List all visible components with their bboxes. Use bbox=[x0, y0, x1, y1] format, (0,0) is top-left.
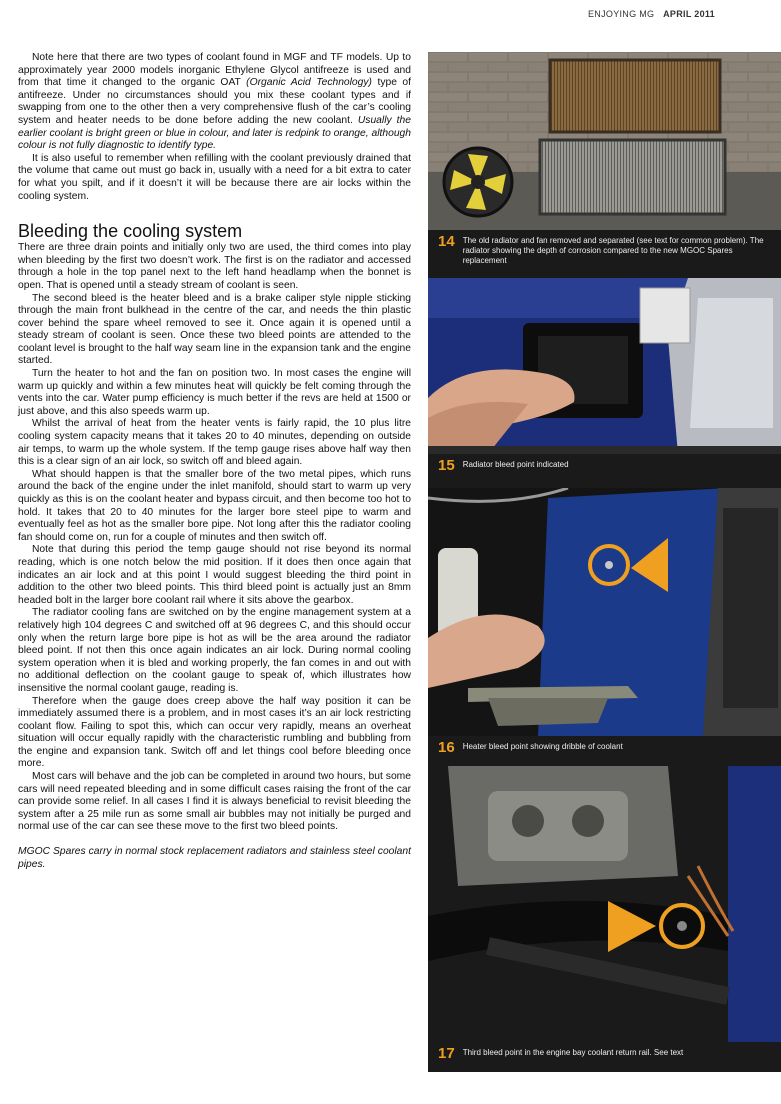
radiator-photo bbox=[428, 52, 781, 230]
body-paragraph: Turn the heater to hot and the fan on position two. In most cases the engine will warm up quickly and within a few minutes heat will quickly be felt coming through the vents into the car. Water pump efficiency is much better if the revs are held at 1500 or just above, and this also speeds warm up. bbox=[18, 368, 411, 417]
body-paragraph: Therefore when the gauge does creep above the half way position it can be immediately assumed there is a problem, and in most cases it’s an air lock restricting coolant flow. Failing to spot this, which can occur very rapidly, means an overheat situation will occur equally rapidly with the characteristic rumbling and bubbling from the engine and expansion tank. Switch off and let things cool before bleeding once more. bbox=[18, 695, 411, 770]
intro-paragraph-2: It is also useful to remember when refilling with the coolant previously drained that the volume that came out must go back in, usually with a need for a bit extra to cater for what you spilt, and if it doesn’t it will be because there are air locks within the cooling system. bbox=[18, 152, 411, 202]
photo-caption: Heater bleed point showing dribble of coolant bbox=[462, 742, 623, 751]
footnote: MGOC Spares carry in normal stock replacement radiators and stainless steel coolant pipes. bbox=[18, 846, 411, 870]
photo-number: 14 bbox=[438, 233, 455, 250]
photo-number: 16 bbox=[438, 739, 455, 756]
radiator-illustration bbox=[428, 52, 781, 230]
photo-column bbox=[428, 52, 781, 1072]
article-body bbox=[18, 52, 411, 871]
caption-17 bbox=[428, 1042, 781, 1072]
photo-caption: The old radiator and fan removed and separated (see text for common problem). The radiator showing the depth of corrosion compared to the new MGOC Spares replacement bbox=[462, 236, 764, 265]
magazine-name: ENJOYING MG bbox=[588, 9, 655, 19]
photo-number: 15 bbox=[438, 457, 455, 474]
intro-paragraph-1: Note here that there are two types of coolant found in MGF and TF models. Up to approximately year 2000 models inorganic Ethylene Glycol antifreeze is used and from that time it changed to the organic OAT (Organic Acid Technology) type of antifreeze. Under no circumstances should you mix these coolant types and if swapping from one to the other then a very comprehensive flush of the car’s cooling system and heater needs to be done before adding the new coolant. Usually the earlier coolant is bright green or blue in colour, and later is redpink to orange, although colour is not fully diagnostic to identify type. bbox=[18, 52, 411, 152]
heater-bleed-illustration bbox=[428, 488, 781, 736]
photo-caption: Third bleed point in the engine bay coolant return rail. See text bbox=[462, 1048, 684, 1057]
heater-bleed-photo bbox=[428, 488, 781, 736]
body-paragraph: Note that during this period the temp gauge should not rise beyond its normal reading, which is one notch below the mid position. If it does then once again that indicates an air lock and at this point I would suggest bleeding the third point in addition to the other two bleed points. This third bleed point is actually just an 8mm headed bolt in the larger bore coolant rail where it sits above the gearbox. bbox=[18, 544, 411, 606]
body-paragraph: The radiator cooling fans are switched on by the engine management system at a relatively high 104 degrees C and switched off at 96 degrees C, and this should occur only when the return large bore pipe is hot as will be the area around the radiator bleed point. If not then this once again indicates an air lock. During normal cooling system operation when it is bled and working properly, the fan comes in and out with no additional deflection on the coolant gauge to speak of, which illustrates how insensitive the normal coolant gauge, reading is. bbox=[18, 607, 411, 694]
engine-bay-photo bbox=[428, 766, 781, 1042]
issue-date: APRIL 2011 bbox=[663, 9, 715, 19]
body-paragraph: Whilst the arrival of heat from the heater vents is fairly rapid, the 10 plus litre cooling system capacity means that it takes 20 to 40 minutes, depending on outside air temps, to warm up the whole system. If the temp gauge rises above half way then this is a clear sign of an air lock, so switch off and bleed again. bbox=[18, 418, 411, 468]
caption-14 bbox=[428, 230, 781, 278]
radiator-bleed-illustration bbox=[428, 278, 781, 454]
page-header bbox=[588, 9, 715, 19]
body-paragraph: Most cars will behave and the job can be completed in around two hours, but some cars will need repeated bleeding and in some difficult cases raising the front of the car can provide some relief. In all cases I find it is always beneficial to revisit bleeding the system after a 25 mile run as some small air bubbles may not initially be purged and normal use of the car can see these move to the first two bleed points. bbox=[18, 771, 411, 833]
body-paragraph: The second bleed is the heater bleed and is a brake caliper style nipple sticking through the main front bulkhead in the centre of the car, and needs the thin plastic cover behind the spare wheel removed to see it. Once again it is opened until a steady stream of coolant is seen. Once these two bleed points are attended to the coolant level is brought to the half way seam line in the expansion tank and the engine started. bbox=[18, 292, 411, 367]
photo-caption: Radiator bleed point indicated bbox=[462, 460, 569, 469]
radiator-bleed-photo bbox=[428, 278, 781, 454]
engine-bay-illustration bbox=[428, 766, 781, 1042]
photo-number: 17 bbox=[438, 1045, 455, 1062]
section-title: Bleeding the cooling system bbox=[18, 221, 243, 242]
body-paragraph: What should happen is that the smaller bore of the two metal pipes, which runs around the back of the engine under the inlet manifold, should start to warm up very quickly as this is on the coolant heater and bypass circuit, and then become too hot to hold. It takes that 20 to 40 minutes for the larger bore steel pipe to warm and eventually feel as hot as the smaller bore pipe. Not long after this the radiator cooling fan should come on, run for a couple of minutes and then switch off. bbox=[18, 468, 411, 543]
body-paragraph: There are three drain points and initially only two are used, the third comes into play when bleeding by the first two doesn’t work. The first is on the radiator and accessed through a hole in the top panel next to the left hand headlamp when the bonnet is open. That is opened until a steady stream of coolant is seen. bbox=[18, 242, 411, 291]
caption-16 bbox=[428, 736, 781, 766]
caption-15 bbox=[428, 454, 781, 488]
